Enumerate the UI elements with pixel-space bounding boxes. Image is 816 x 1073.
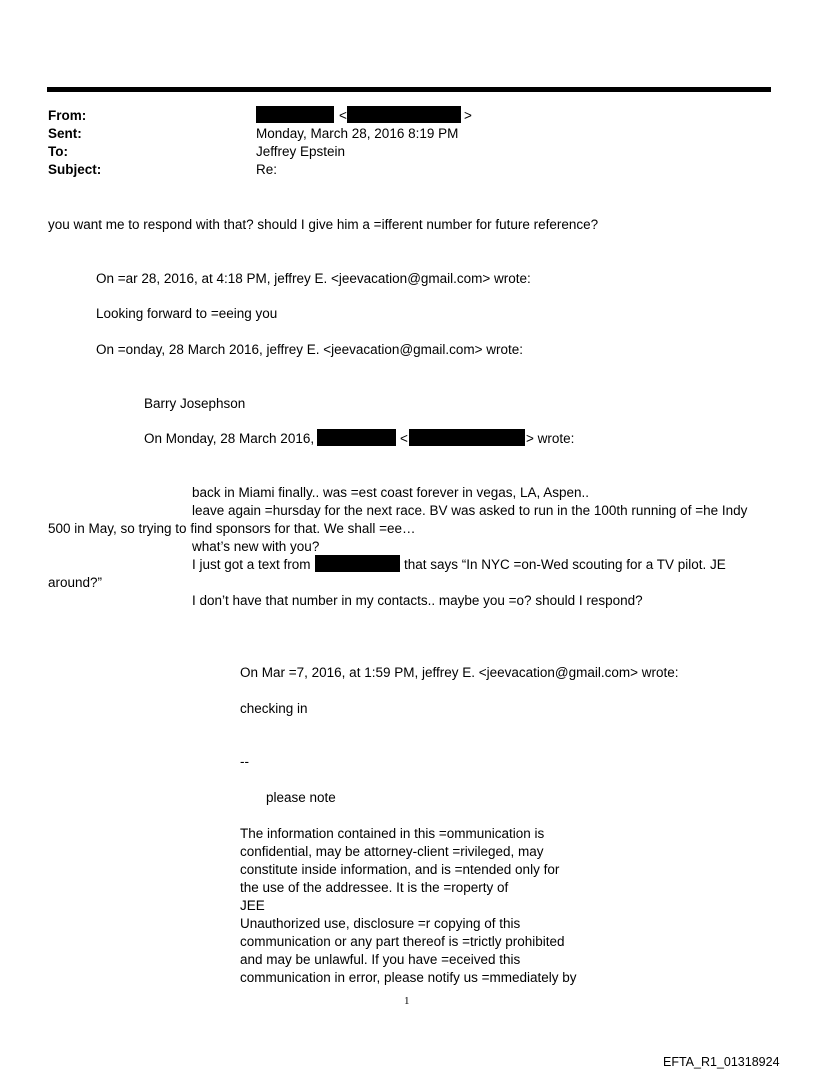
bates-number: EFTA_R1_01318924 [663, 1055, 780, 1069]
quote3-header-post: > wrote: [526, 431, 575, 446]
disclaimer-line: communication or any part thereof is =trictly prohibited [240, 934, 565, 949]
disclaimer-line: the use of the addressee. It is the =roperty of [240, 880, 509, 895]
quote3-line4a-post: that says “In NYC =on-Wed scouting for a TV pilot. JE [404, 557, 726, 572]
reply-text: you want me to respond with that? should I give him a =ifferent number for future reference? [48, 217, 599, 232]
quote2-header: On =onday, 28 March 2016, jeffrey E. <jeevacation@gmail.com> wrote: [96, 342, 524, 357]
quote2-text: Barry Josephson [144, 396, 246, 411]
from-gt: > [464, 108, 472, 123]
redaction-q3-email [409, 429, 525, 446]
sent-value: Monday, March 28, 2016 8:19 PM [256, 126, 459, 141]
redaction-from-email [347, 106, 461, 123]
disclaimer-line: JEE [240, 898, 265, 913]
to-value: Jeffrey Epstein [256, 144, 346, 159]
disclaimer-line: and may be unlawful. If you have =eceived this [240, 952, 521, 967]
please-note: please note [266, 790, 336, 805]
disclaimer-line: confidential, may be attorney-client =rivileged, may [240, 844, 544, 859]
quote3-line4a-pre: I just got a text from [192, 557, 311, 572]
quote1-text: Looking forward to =eeing you [96, 306, 278, 321]
quote3-line5: I don’t have that number in my contacts.. maybe you =o? should I respond? [192, 593, 643, 608]
sent-label: Sent: [48, 126, 82, 141]
quote3-header-pre: On Monday, 28 March 2016, [144, 431, 315, 446]
redaction-from-name [256, 106, 334, 123]
redaction-q3-sender [315, 555, 400, 572]
disclaimer-line: constitute inside information, and is =ntended only for [240, 862, 560, 877]
quote4-header: On Mar =7, 2016, at 1:59 PM, jeffrey E. <jeevacation@gmail.com> wrote: [240, 665, 679, 680]
subject-value: Re: [256, 162, 278, 177]
quote4-text: checking in [240, 701, 308, 716]
quote3-line4b: around?” [48, 575, 103, 590]
quote3-line1: back in Miami finally.. was =est coast forever in vegas, LA, Aspen.. [192, 485, 590, 500]
disclaimer-line: The information contained in this =ommunication is [240, 826, 545, 841]
quote3-line2b: 500 in May, so trying to find sponsors for that. We shall =ee… [48, 521, 416, 536]
to-label: To: [48, 144, 68, 159]
disclaimer-line: communication in error, please notify us =mmediately by [240, 970, 577, 985]
redaction-q3-name [317, 429, 396, 446]
quote3-lt: < [400, 431, 408, 446]
subject-label: Subject: [48, 162, 102, 177]
signature-dash: -- [240, 754, 249, 769]
quote1-header: On =ar 28, 2016, at 4:18 PM, jeffrey E. <jeevacation@gmail.com> wrote: [96, 271, 531, 286]
page-number: 1 [404, 995, 410, 1007]
from-lt: < [339, 108, 347, 123]
disclaimer-line: Unauthorized use, disclosure =r copying of this [240, 916, 521, 931]
quote3-line2a: leave again =hursday for the next race. BV was asked to run in the 100th running of =he Indy [192, 503, 748, 518]
header-rule [47, 87, 771, 92]
from-label: From: [48, 108, 87, 123]
quote3-line3: what’s new with you? [192, 539, 320, 554]
